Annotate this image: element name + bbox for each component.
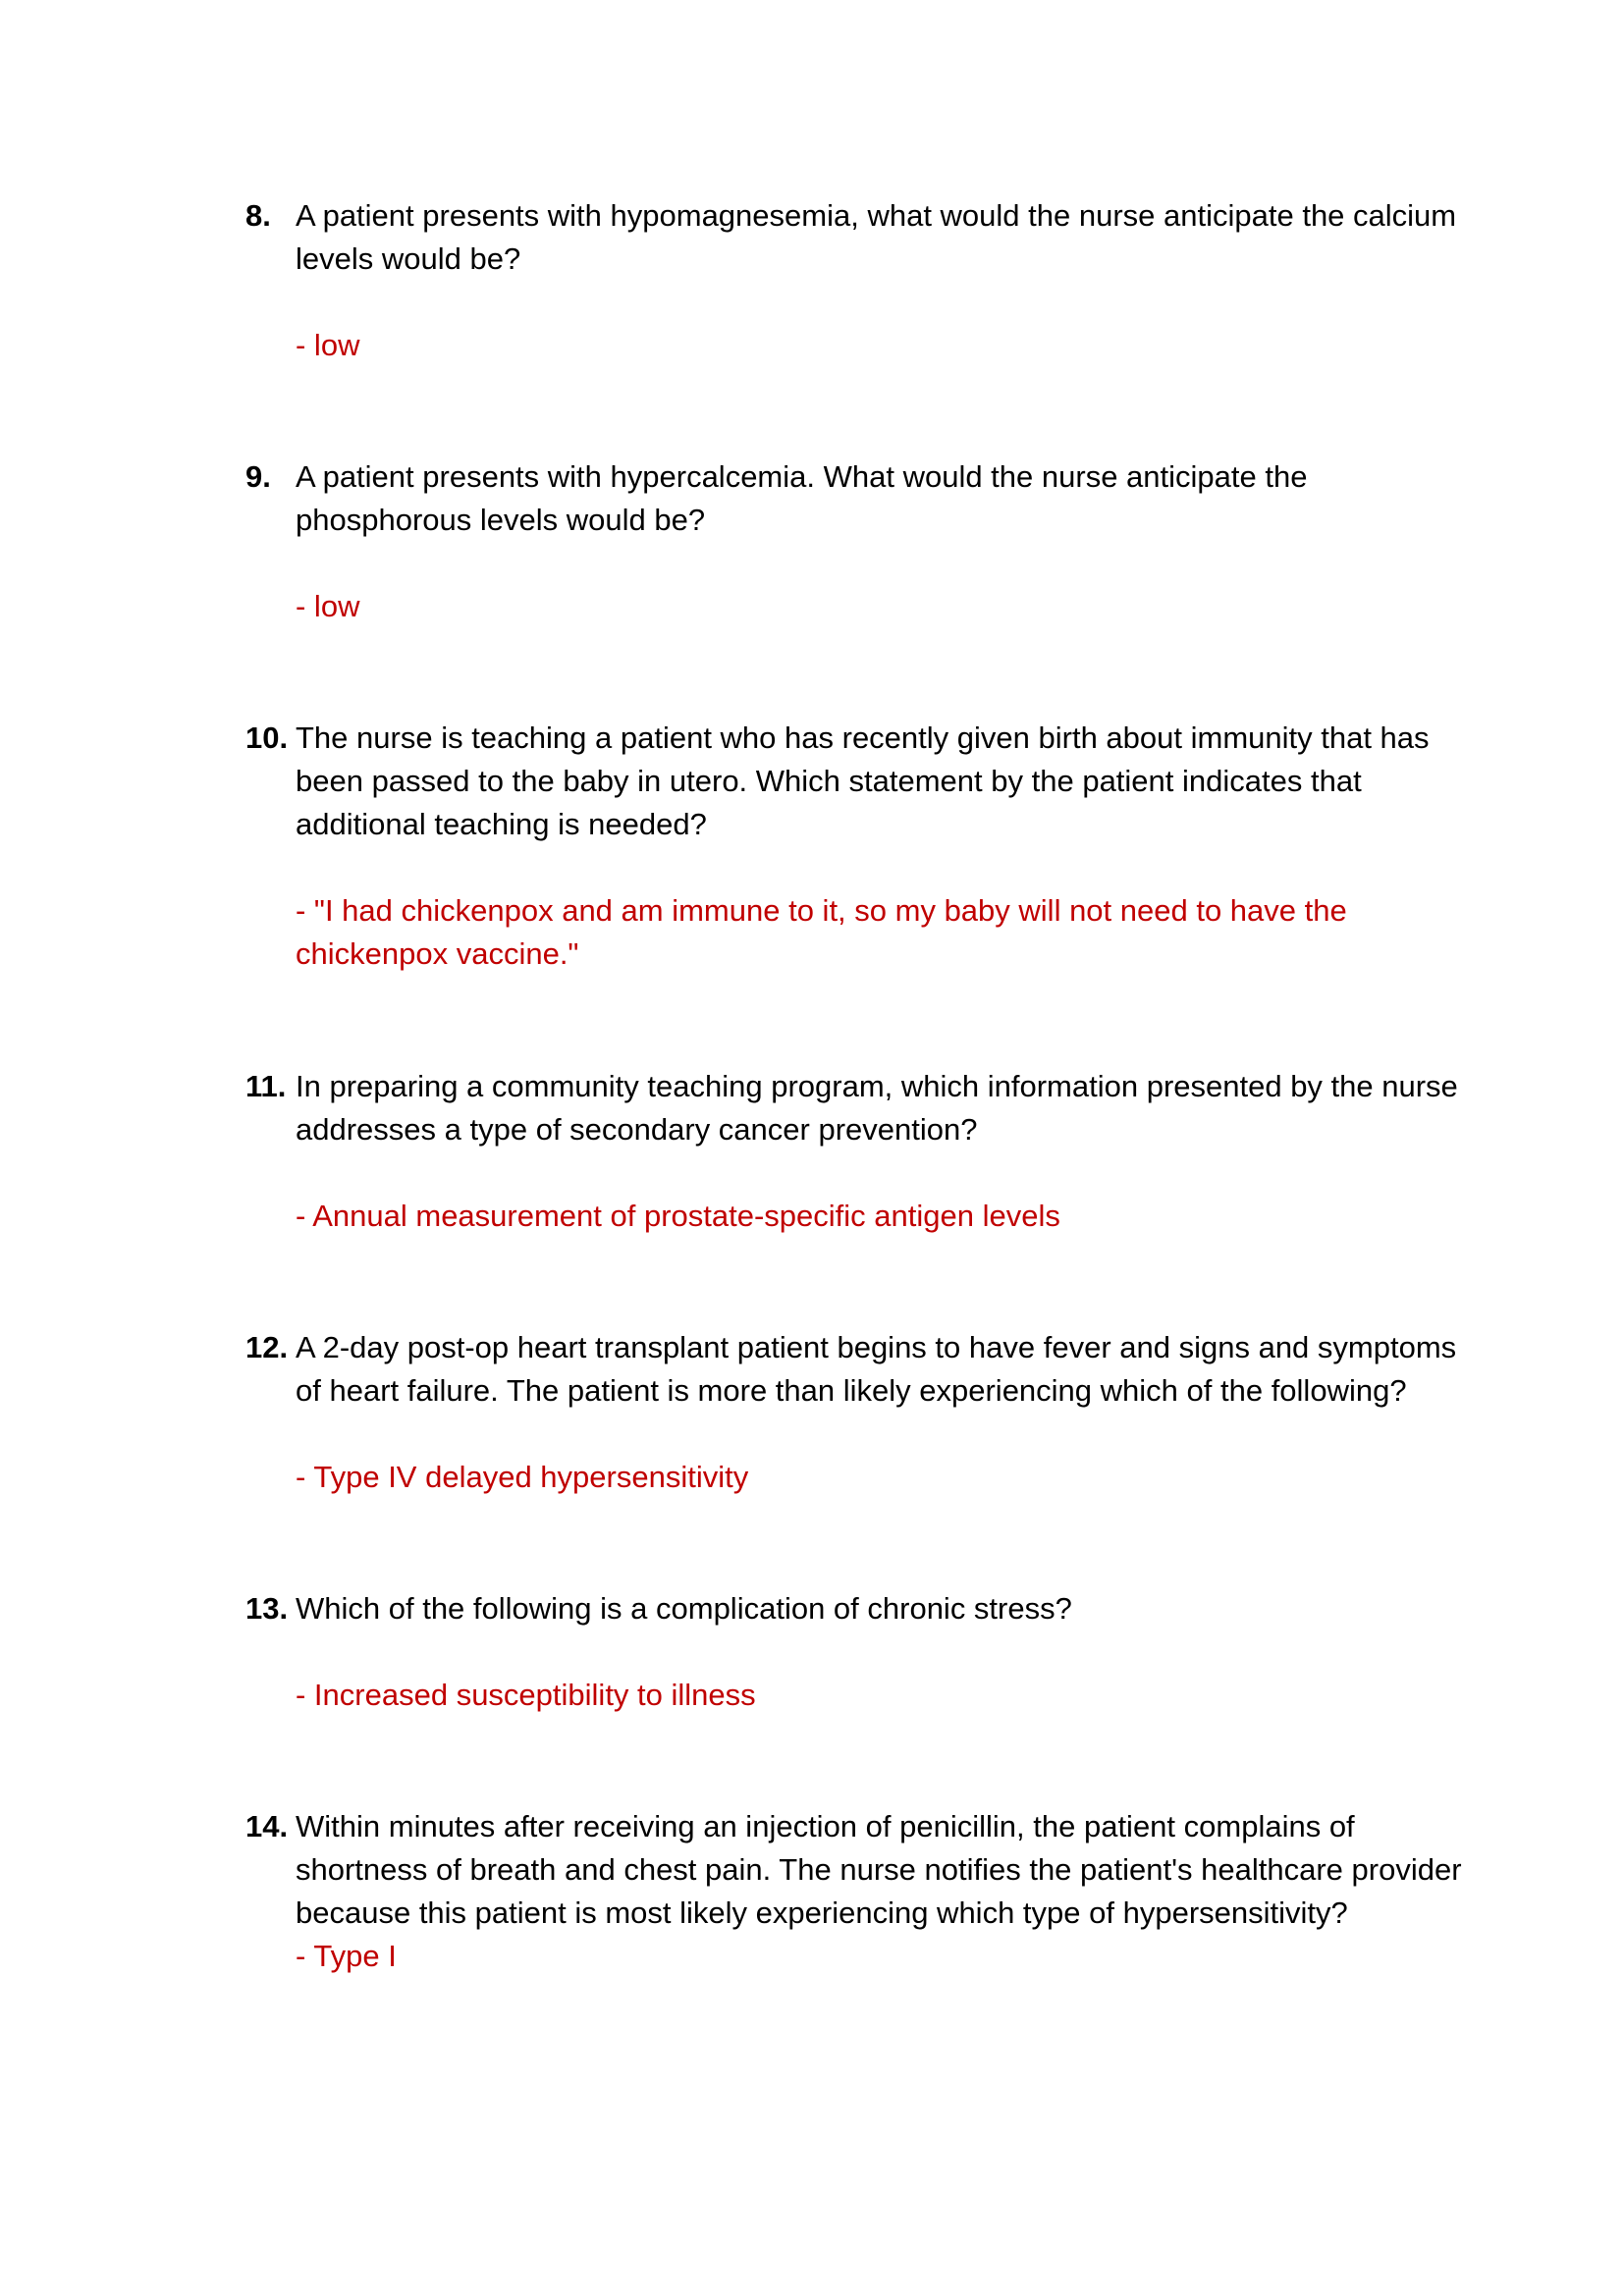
answer-line: - Type IV delayed hypersensitivity <box>296 1460 749 1494</box>
question-line: Within minutes after receiving an injection of penicillin, the patient complains of <box>296 1809 1355 1843</box>
question-line: The nurse is teaching a patient who has recently given birth about immunity that has <box>296 721 1430 755</box>
question-text <box>296 1326 1483 1413</box>
question-line: phosphorous levels would be? <box>296 503 706 537</box>
question-number: 11. <box>245 1069 287 1103</box>
question-line: levels would be? <box>296 241 521 276</box>
question-14 <box>245 1805 1483 1978</box>
question-line: A patient presents with hypercalcemia. What would the nurse anticipate the <box>296 459 1308 494</box>
question-text <box>296 455 1483 542</box>
answer-text <box>296 1456 1483 1499</box>
answer-line: - low <box>296 589 360 623</box>
answer-line: chickenpox vaccine." <box>296 936 579 971</box>
question-10 <box>245 717 1483 976</box>
question-number: 8. <box>245 198 271 233</box>
answer-text <box>296 1935 1483 1978</box>
question-text <box>296 194 1483 281</box>
question-number: 13. <box>245 1591 289 1626</box>
question-text <box>296 717 1483 846</box>
question-line: shortness of breath and chest pain. The nurse notifies the patient's healthcare provider <box>296 1852 1462 1887</box>
answer-text <box>296 1195 1483 1238</box>
question-number: 14. <box>245 1809 289 1843</box>
question-9 <box>245 455 1483 628</box>
answer-text <box>296 585 1483 628</box>
answer-line: - "I had chickenpox and am immune to it, so my baby will not need to have the <box>296 893 1347 928</box>
answer-text <box>296 324 1483 367</box>
question-13 <box>245 1587 1483 1717</box>
question-11 <box>245 1065 1483 1238</box>
question-line: addresses a type of secondary cancer prevention? <box>296 1112 978 1147</box>
answer-text <box>296 889 1483 976</box>
question-number: 10. <box>245 721 289 755</box>
question-line: of heart failure. The patient is more than likely experiencing which of the following? <box>296 1373 1407 1408</box>
question-line: additional teaching is needed? <box>296 807 707 841</box>
question-line: A patient presents with hypomagnesemia, what would the nurse anticipate the calcium <box>296 198 1457 233</box>
question-8 <box>245 194 1483 367</box>
question-line: because this patient is most likely experiencing which type of hypersensitivity? <box>296 1896 1348 1930</box>
question-line: In preparing a community teaching program, which information presented by the nurse <box>296 1069 1458 1103</box>
question-line: A 2-day post-op heart transplant patient begins to have fever and signs and symptoms <box>296 1330 1457 1364</box>
answer-text <box>296 1674 1483 1717</box>
answer-line: - Annual measurement of prostate-specific antigen levels <box>296 1199 1060 1233</box>
question-number: 12. <box>245 1330 289 1364</box>
question-number: 9. <box>245 459 271 494</box>
question-line: been passed to the baby in utero. Which statement by the patient indicates that <box>296 764 1362 798</box>
question-text <box>296 1065 1483 1151</box>
question-text <box>296 1805 1483 1935</box>
question-text <box>296 1587 1483 1630</box>
answer-line: - Increased susceptibility to illness <box>296 1678 756 1712</box>
answer-line: - low <box>296 328 360 362</box>
answer-line: - Type I <box>296 1939 397 1973</box>
question-12 <box>245 1326 1483 1499</box>
question-line: Which of the following is a complication of chronic stress? <box>296 1591 1072 1626</box>
